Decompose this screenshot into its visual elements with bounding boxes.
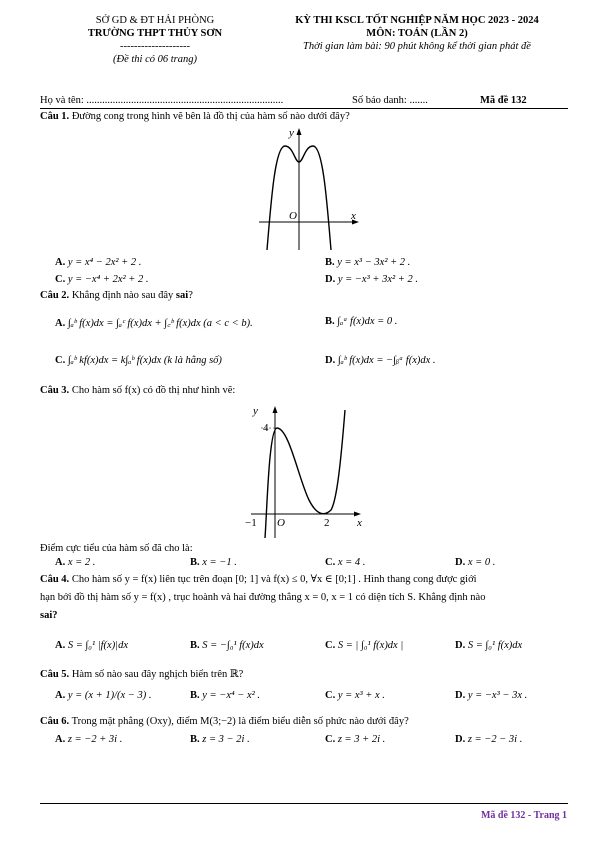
q1-origin: O bbox=[289, 210, 297, 222]
question-4 bbox=[40, 573, 568, 623]
q4-line-2: hạn bởi đồ thị hàm số y = f(x) , trục hoành và hai đường thẳng x = 0, x = 1 có diện tích S. Khẳng định nào bbox=[40, 592, 486, 603]
q1-graph bbox=[255, 122, 365, 252]
q3-x-arrow bbox=[354, 512, 361, 517]
header-right bbox=[262, 14, 572, 53]
q3-tick-2: 2 bbox=[324, 517, 330, 529]
q3-tick-neg1: −1 bbox=[245, 517, 257, 529]
q1-number: Câu 1. bbox=[40, 111, 70, 122]
q3-after-text: Điểm cực tiểu của hàm số đã cho là: bbox=[40, 543, 193, 554]
q4-option-c[interactable]: C. S = | ∫₀¹ f(x)dx | bbox=[325, 640, 404, 651]
q5-option-a[interactable]: A. y = (x + 1)/(x − 3) . bbox=[55, 690, 152, 701]
subject: MÔN: TOÁN (LẦN 2) bbox=[366, 28, 468, 39]
q3-option-d[interactable]: D. x = 0 . bbox=[455, 557, 496, 568]
page-count: (Đề thi có 06 trang) bbox=[113, 54, 197, 65]
q2-option-b[interactable]: B. ∫ₐᵃ f(x)dx = 0 . bbox=[325, 316, 398, 327]
q3-option-b[interactable]: B. x = −1 . bbox=[190, 557, 237, 568]
q5-option-c[interactable]: C. y = x³ + x . bbox=[325, 690, 385, 701]
q6-option-b[interactable]: B. z = 3 − 2i . bbox=[190, 734, 250, 745]
q1-y-label: y bbox=[289, 127, 294, 139]
q5-text: Hàm số nào sau đây nghịch biến trên ℝ? bbox=[69, 669, 244, 680]
q6-option-a[interactable]: A. z = −2 + 3i . bbox=[55, 734, 123, 745]
q6-option-d[interactable]: D. z = −2 − 3i . bbox=[455, 734, 523, 745]
question-3 bbox=[40, 384, 235, 398]
q2-option-d[interactable]: D. ∫ₐᵇ f(x)dx = −∫ᵦᵃ f(x)dx . bbox=[325, 355, 436, 366]
exam-title: KỲ THI KSCL TỐT NGHIỆP NĂM HỌC 2023 - 2024 bbox=[295, 15, 539, 26]
question-2 bbox=[40, 289, 193, 303]
header-left bbox=[40, 14, 270, 66]
q1-y-arrow bbox=[297, 128, 302, 135]
q3-graph bbox=[245, 400, 370, 540]
q5-number: Câu 5. bbox=[40, 669, 70, 680]
q1-option-b[interactable]: B. y = x³ − 3x² + 2 . bbox=[325, 257, 411, 268]
q5-option-b[interactable]: B. y = −x⁴ − x² . bbox=[190, 690, 261, 701]
q2-text-end: ? bbox=[188, 290, 193, 301]
q6-text: Trong mặt phẳng (Oxy), điểm M(3;−2) là điểm biểu diễn số phức nào dưới đây? bbox=[69, 716, 409, 727]
q1-x-label: x bbox=[351, 210, 356, 222]
q6-option-c[interactable]: C. z = 3 + 2i . bbox=[325, 734, 386, 745]
q3-tick-y4: 4 bbox=[263, 422, 269, 434]
q2-text: Khẳng định nào sau đây bbox=[69, 290, 176, 301]
name-label: Họ và tên: bbox=[40, 95, 87, 106]
q3-y-label: y bbox=[253, 405, 258, 417]
q3-number: Câu 3. bbox=[40, 385, 70, 396]
exam-code: Mã đề 132 bbox=[480, 95, 527, 106]
page-footer: Mã đề 132 - Trang 1 bbox=[480, 810, 567, 821]
question-6 bbox=[40, 715, 409, 729]
q1-option-a[interactable]: A. y = x⁴ − 2x² + 2 . bbox=[55, 257, 142, 268]
q3-x-label: x bbox=[357, 517, 362, 529]
q1-option-d[interactable]: D. y = −x³ + 3x² + 2 . bbox=[325, 274, 418, 285]
q6-number: Câu 6. bbox=[40, 716, 70, 727]
q3-y-arrow bbox=[273, 406, 278, 413]
footer-divider bbox=[40, 803, 568, 804]
q2-text-bold: sai bbox=[175, 290, 189, 301]
time-limit: Thời gian làm bài: 90 phút không kể thời gian phát đề bbox=[303, 41, 531, 52]
question-5 bbox=[40, 668, 243, 682]
q4-line-3: sai? bbox=[40, 610, 58, 621]
q2-number: Câu 2. bbox=[40, 290, 70, 301]
q4-line-1: Câu 4. Cho hàm số y = f(x) liên tục trên đoạn [0; 1] và f(x) ≤ 0, ∀x ∈ [0;1] . Hình thang cong được giới bbox=[40, 574, 477, 585]
q5-option-d[interactable]: D. y = −x³ − 3x . bbox=[455, 690, 528, 701]
q3-option-a[interactable]: A. x = 2 . bbox=[55, 557, 96, 568]
school-name: TRƯỜNG THPT THỦY SƠN bbox=[87, 28, 223, 39]
header-divider bbox=[40, 108, 568, 109]
q4-number: Câu 4. bbox=[40, 574, 70, 585]
q3-text: Cho hàm số f(x) có đồ thị như hình vẽ: bbox=[69, 385, 236, 396]
q2-option-a[interactable]: A. ∫ₐᵇ f(x)dx = ∫ₐᶜ f(x)dx + ∫꜀ᵇ f(x)dx (a < c < b). bbox=[55, 318, 253, 329]
name-dots: ........................................................................... bbox=[86, 95, 284, 106]
q4-option-a[interactable]: A. S = ∫₀¹ |f(x)|dx bbox=[55, 640, 128, 651]
q1-text: Đường cong trong hình vẽ bên là đồ thị của hàm số nào dưới đây? bbox=[69, 111, 350, 122]
dept-name: SỞ GD & ĐT HẢI PHÒNG bbox=[95, 15, 215, 26]
student-id: Số báo danh: ....... bbox=[352, 95, 428, 106]
q3-origin: O bbox=[277, 517, 285, 529]
q4-option-b[interactable]: B. S = −∫₀¹ f(x)dx bbox=[190, 640, 264, 651]
q1-option-c[interactable]: C. y = −x⁴ + 2x² + 2 . bbox=[55, 274, 149, 285]
q3-option-c[interactable]: C. x = 4 . bbox=[325, 557, 366, 568]
header-dashes: -------------------- bbox=[120, 41, 190, 52]
q2-option-c[interactable]: C. ∫ₐᵇ kf(x)dx = k∫ₐᵇ f(x)dx (k là hằng số) bbox=[55, 355, 222, 366]
q4-option-d[interactable]: D. S = ∫₀¹ f(x)dx bbox=[455, 640, 523, 651]
student-name-line bbox=[40, 95, 283, 106]
